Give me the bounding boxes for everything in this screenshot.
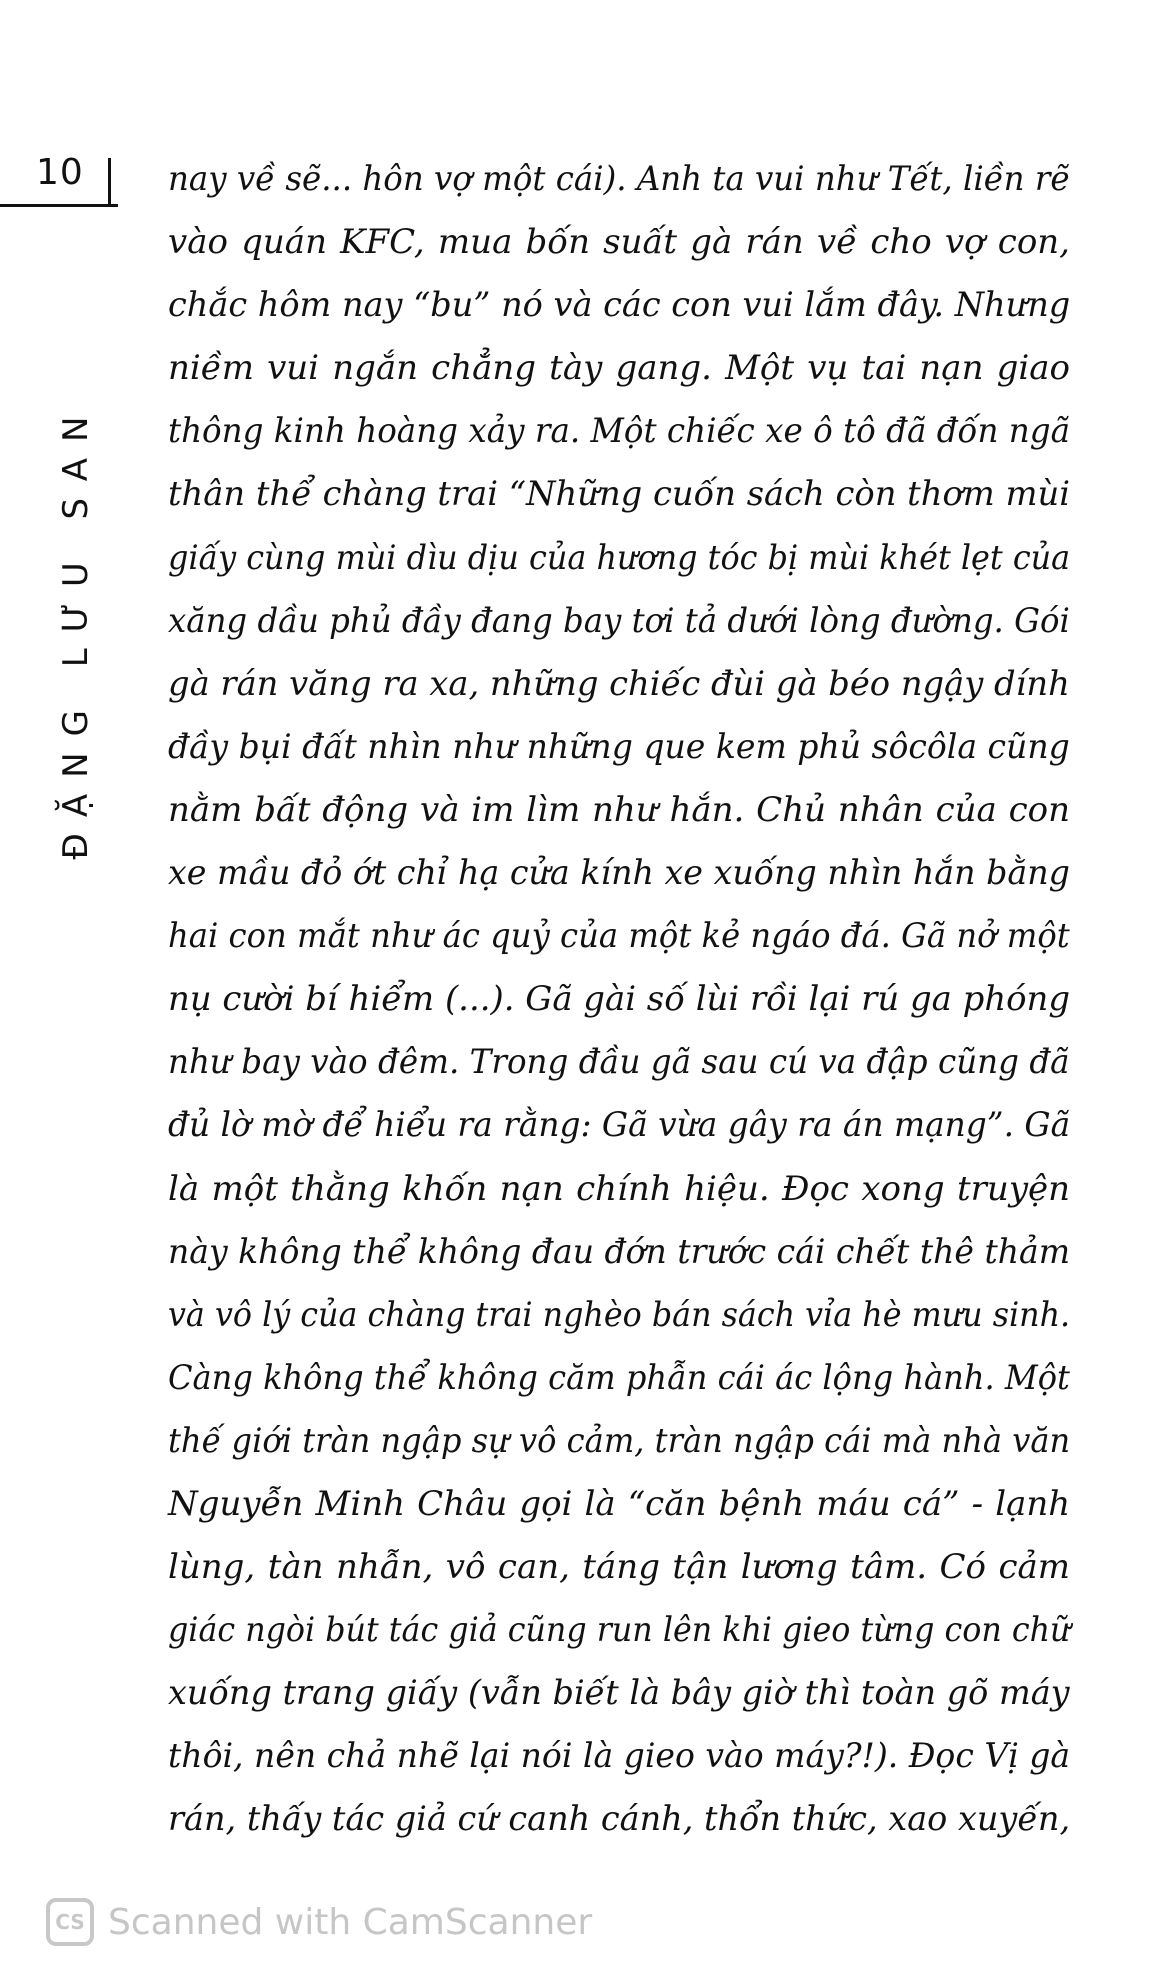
body-line: gà rán văng ra xa, những chiếc đùi gà béo ngậy dính: [168, 663, 1070, 704]
body-line: vào quán KFC, mua bốn suất gà rán về cho vợ con,: [168, 222, 1070, 263]
header-rule-horizontal: [0, 204, 118, 207]
body-line: giác ngòi bút tác giả cũng run lên khi gieo từng con chữ: [168, 1610, 1071, 1651]
body-line: Càng không thể không căm phẫn cái ác lộng hành. Một: [168, 1357, 1070, 1398]
body-line: thế giới tràn ngập sự vô cảm, tràn ngập cái mà nhà văn: [168, 1420, 1071, 1461]
camscanner-watermark-text: Scanned with CamScanner: [108, 1901, 593, 1943]
body-line: rán, thấy tác giả cứ canh cánh, thổn thức, xao xuyến,: [168, 1799, 1071, 1840]
body-line: đủ lờ mờ để hiểu ra rằng: Gã vừa gây ra án mạng”. Gã: [168, 1105, 1071, 1146]
camscanner-watermark: [46, 1892, 592, 1952]
body-line: giấy cùng mùi dìu dịu của hương tóc bị mùi khét lẹt của: [168, 537, 1071, 578]
body-line: nay về sẽ... hôn vợ một cái). Anh ta vui như Tết, liền rẽ: [168, 159, 1070, 199]
body-line: hai con mắt như ác quỷ của một kẻ ngáo đá. Gã nở một: [168, 916, 1070, 957]
body-line: chắc hôm nay “bu” nó và các con vui lắm đây. Nhưng: [168, 285, 1071, 326]
body-line: nụ cười bí hiểm (...). Gã gài số lùi rồi lại rú ga phóng: [168, 979, 1071, 1020]
body-line: này không thể không đau đớn trước cái chết thê thảm: [168, 1231, 1071, 1272]
body-text: [168, 148, 1070, 1852]
body-line: xe mầu đỏ ớt chỉ hạ cửa kính xe xuống nhìn hắn bằng: [168, 853, 1070, 894]
page-number: 10: [36, 152, 84, 193]
body-line: Nguyễn Minh Châu gọi là “căn bệnh máu cá” - lạnh: [168, 1483, 1071, 1524]
body-line: nằm bất động và im lìm như hắn. Chủ nhân của con: [168, 789, 1070, 830]
body-line: như bay vào đêm. Trong đầu gã sau cú va đập cũng đã: [168, 1042, 1070, 1083]
body-line: niềm vui ngắn chẳng tày gang. Một vụ tai nạn giao: [168, 348, 1070, 389]
body-line: là một thằng khốn nạn chính hiệu. Đọc xong truyện: [168, 1168, 1071, 1209]
body-line: và vô lý của chàng trai nghèo bán sách vỉa hè mưu sinh.: [168, 1294, 1071, 1335]
body-line: thôi, nên chả nhẽ lại nói là gieo vào máy?!). Đọc Vị gà: [168, 1736, 1071, 1777]
header-rule-vertical: [108, 158, 111, 204]
body-line: đầy bụi đất nhìn như những que kem phủ sôcôla cũng: [168, 726, 1070, 767]
body-line: xăng dầu phủ đầy đang bay tơi tả dưới lòng đường. Gói: [168, 600, 1070, 641]
body-line: xuống trang giấy (vẫn biết là bây giờ thì toàn gõ máy: [168, 1673, 1070, 1714]
camscanner-logo-icon: CS: [46, 1898, 94, 1946]
running-head-author: ĐẶNG LƯU SAN: [56, 400, 96, 860]
body-line: thông kinh hoàng xảy ra. Một chiếc xe ô tô đã đốn ngã: [168, 411, 1070, 452]
body-line: lùng, tàn nhẫn, vô can, táng tận lương tâm. Có cảm: [168, 1547, 1070, 1588]
body-line: thân thể chàng trai “Những cuốn sách còn thơm mùi: [168, 474, 1070, 515]
